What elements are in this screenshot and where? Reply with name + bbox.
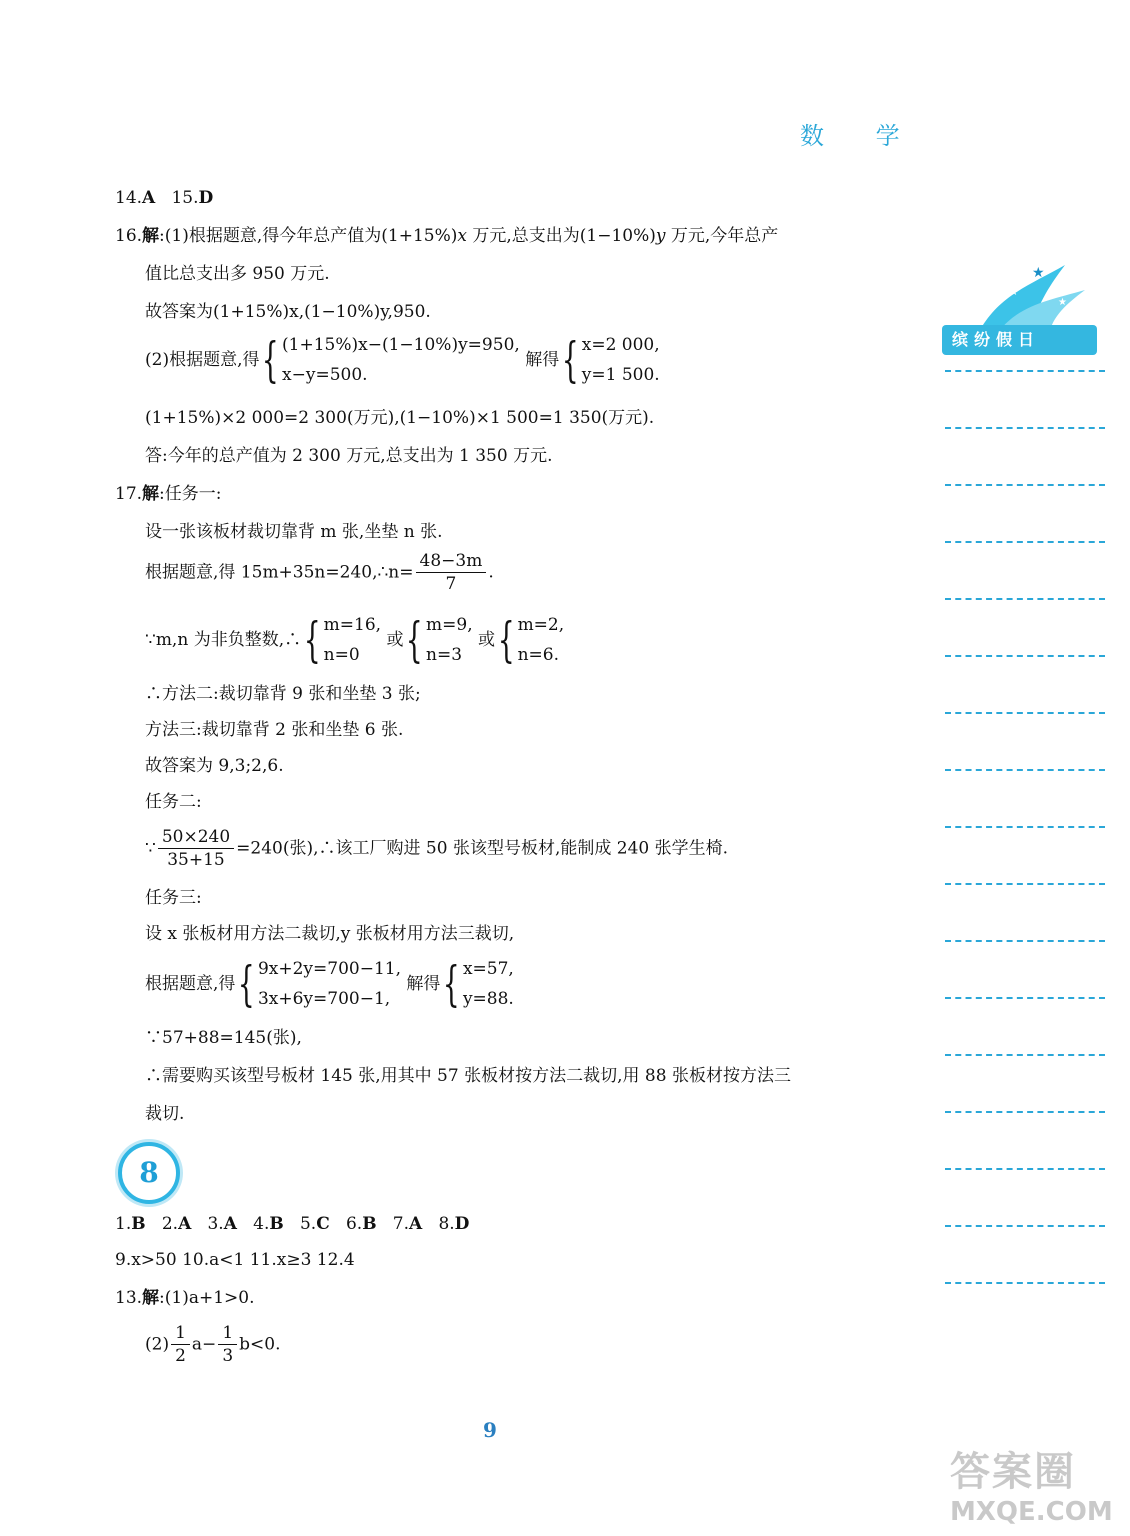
mc-number: 5. <box>299 1214 317 1234</box>
holiday-badge-label: 缤纷假日 <box>942 325 1097 355</box>
q16-number: 16. <box>115 226 143 246</box>
q17-number: 17. <box>115 484 143 504</box>
mc-number: 1. <box>115 1214 132 1234</box>
note-line <box>945 370 1105 372</box>
q13-frac2-den: 3 <box>222 1346 234 1366</box>
holiday-badge <box>930 255 1110 365</box>
q17-set: 设一张该板材裁切靠背 m 张,坐垫 n 张. <box>145 522 443 542</box>
q17-final-2: 裁切. <box>145 1104 185 1124</box>
note-line <box>945 484 1105 486</box>
q17-sys3 <box>258 954 401 1014</box>
q17-or: 或 <box>386 630 404 650</box>
q17-case2-n: n=3 <box>426 645 463 665</box>
q17-jie: 解 <box>142 484 160 504</box>
watermark-line2: MXQE.COM <box>950 1497 1113 1527</box>
q16-jie: 解 <box>142 226 160 246</box>
q13-part2 <box>145 1322 281 1367</box>
subject-title: 数 学 <box>800 122 922 150</box>
section-8-badge: 8 <box>118 1142 180 1204</box>
q17-f2-num: 50×240 <box>158 826 234 849</box>
q13-frac1-den: 2 <box>175 1346 186 1366</box>
mc-number: 6. <box>345 1214 363 1234</box>
note-line <box>945 712 1105 714</box>
left-brace-icon: { <box>497 612 515 668</box>
note-line <box>945 1054 1105 1056</box>
q16-sol1: x=2 000, <box>581 335 660 355</box>
q17-task1-title: :任务一: <box>159 484 222 504</box>
q17-line1 <box>115 482 222 506</box>
q17-eq3-text: 根据题意,得 <box>145 974 236 994</box>
q17-cases-text: ∵m,n 为非负整数,∴ <box>145 630 302 650</box>
q13-frac2 <box>218 1322 237 1367</box>
q17-system3 <box>145 954 514 1014</box>
section8-multiple-choice <box>115 1212 469 1236</box>
q17-fraction <box>416 550 487 595</box>
q13-frac1-num: 1 <box>171 1322 190 1345</box>
q16-answer-1: 故答案为(1+15%)x,(1−10%)y,950. <box>145 302 431 322</box>
q17-sum: ∵57+88=145(张), <box>145 1028 302 1048</box>
mc-answer: B <box>131 1214 146 1234</box>
q14-answer: A <box>142 188 156 208</box>
q16-final: 答:今年的总产值为 2 300 万元,总支出为 1 350 万元. <box>145 446 553 466</box>
q16-calc: (1+15%)×2 000=2 300(万元),(1−10%)×1 500=1 350(万元). <box>145 408 655 428</box>
q17-sys3-eq2: 3x+6y=700−1, <box>257 989 391 1009</box>
q16-text: 万元,总支出为(1−10%) <box>466 226 656 246</box>
note-line <box>945 598 1105 600</box>
q16-text: :(1)根据题意,得今年总产值为(1+15%) <box>159 226 458 246</box>
mc-answer: A <box>223 1214 237 1234</box>
q16-system <box>282 330 520 390</box>
q17-final-1: ∴需要购买该型号板材 145 张,用其中 57 张板材按方法二裁切,用 88 张板材按方法三 <box>145 1066 791 1086</box>
q16-solution <box>582 330 660 390</box>
mc-number: 7. <box>392 1214 410 1234</box>
answer-content <box>115 0 935 1400</box>
q17-f2-den: 35+15 <box>167 850 225 870</box>
q13-jie: 解 <box>142 1288 160 1308</box>
q17-case2-m: m=9, <box>426 615 473 635</box>
mc-number: 2. <box>161 1214 179 1234</box>
q17-sol3 <box>463 954 514 1014</box>
q13-number: 13. <box>115 1288 143 1308</box>
q13-part2-label: (2) <box>145 1334 170 1355</box>
q17-frac-den: 7 <box>445 574 457 594</box>
q17-case1-n: n=0 <box>323 645 360 665</box>
q17-case3-m: m=2, <box>517 615 565 635</box>
q17-method2: ∴方法二:裁切靠背 9 张和坐垫 3 张; <box>145 684 421 704</box>
left-brace-icon: { <box>303 612 321 668</box>
mc-answer: B <box>362 1214 377 1234</box>
svg-text:★: ★ <box>1010 288 1019 298</box>
answers-14-15 <box>115 186 213 210</box>
q17-jiede3: 解得 <box>406 974 441 994</box>
q17-task3-title: 任务三: <box>145 888 202 908</box>
note-line <box>945 940 1105 942</box>
q13-part1: :(1)a+1>0. <box>159 1288 255 1308</box>
left-brace-icon: { <box>562 332 579 388</box>
q17-case3-n: n=6. <box>517 645 559 665</box>
q17-eq-text: 根据题意,得 15m+35n=240,∴n= <box>145 562 414 583</box>
mc-answer: A <box>178 1214 192 1234</box>
q17-answer1: 故答案为 9,3;2,6. <box>145 756 284 776</box>
q17-set3: 设 x 张板材用方法二裁切,y 张板材用方法三裁切, <box>145 924 515 944</box>
q16-line1: 16.解:(1)根据题意,得今年总产值为(1+15%)x 万元,总支出为(1−10%)y 万元,今年总产 <box>115 226 779 246</box>
q16-line2: 值比总支出多 950 万元. <box>145 264 330 284</box>
q17-or: 或 <box>478 630 496 650</box>
q17-case3 <box>518 610 565 670</box>
mc-number: 3. <box>207 1214 224 1234</box>
svg-text:★: ★ <box>1058 297 1067 308</box>
note-line <box>945 541 1105 543</box>
note-line <box>945 1225 1105 1227</box>
q17-equation <box>145 550 494 595</box>
watermark-line1: 答案圈 <box>950 1449 1076 1495</box>
note-line <box>945 427 1105 429</box>
q17-frac-num: 48−3m <box>416 550 487 573</box>
note-line <box>945 997 1105 999</box>
q17-method3: 方法三:裁切靠背 2 张和坐垫 6 张. <box>145 720 404 740</box>
q16-part2-system <box>145 330 660 390</box>
note-line <box>945 1168 1105 1170</box>
q15-answer: D <box>198 188 214 208</box>
q17-task2-text: =240(张),∴该工厂购进 50 张该型号板材,能制成 240 张学生椅. <box>236 838 729 859</box>
q16-part2-text: (2)根据题意,得 <box>145 350 260 370</box>
q15-number: 15. <box>171 188 199 208</box>
left-brace-icon: { <box>238 956 256 1012</box>
because-symbol: ∵ <box>145 838 156 859</box>
section8-fill-blank: 9.x>50 10.a<1 11.x≥3 12.4 <box>115 1250 355 1270</box>
left-brace-icon: { <box>406 612 424 668</box>
q17-case1-m: m=16, <box>323 615 382 635</box>
note-line <box>945 826 1105 828</box>
splash-decoration-icon <box>970 255 1090 335</box>
note-line <box>945 769 1105 771</box>
note-line <box>945 1111 1105 1113</box>
watermark-logo <box>950 1440 1125 1530</box>
q16-jiede: 解得 <box>525 350 560 370</box>
mc-answer: A <box>409 1214 423 1234</box>
q17-sol3-y: y=88. <box>462 989 514 1009</box>
mc-answer: C <box>316 1214 330 1234</box>
q16-sol2: y=1 500. <box>581 365 660 385</box>
note-line <box>945 1282 1105 1284</box>
note-line <box>945 883 1105 885</box>
left-brace-icon: { <box>443 956 461 1012</box>
q13-frac1 <box>171 1322 190 1367</box>
q17-sys3-eq1: 9x+2y=700−11, <box>257 959 401 979</box>
mc-answer: D <box>454 1214 470 1234</box>
q17-case2 <box>426 610 473 670</box>
q17-task2-fraction <box>158 826 234 871</box>
q17-case1 <box>324 610 381 670</box>
q16-text: 万元,今年总产 <box>665 226 779 246</box>
q16-eq2: x−y=500. <box>282 365 368 385</box>
mc-answer: B <box>269 1214 284 1234</box>
mc-number: 4. <box>253 1214 270 1234</box>
q17-eq-end: . <box>488 562 494 583</box>
q17-task2 <box>145 826 728 871</box>
q13-end: b<0. <box>239 1334 281 1355</box>
q14-number: 14. <box>115 188 143 208</box>
svg-text:★: ★ <box>1032 265 1045 281</box>
q13-line1 <box>115 1286 255 1310</box>
q13-mid: a− <box>191 1334 217 1355</box>
note-line <box>945 655 1105 657</box>
q16-eq1: (1+15%)x−(1−10%)y=950, <box>282 335 520 355</box>
page-number: 9 <box>483 1418 497 1442</box>
mc-number: 8. <box>438 1214 455 1234</box>
q17-cases <box>145 610 564 670</box>
q17-sol3-x: x=57, <box>462 959 514 979</box>
left-brace-icon: { <box>262 332 280 388</box>
q17-task2-title: 任务二: <box>145 792 202 812</box>
q13-frac2-num: 1 <box>218 1322 237 1345</box>
